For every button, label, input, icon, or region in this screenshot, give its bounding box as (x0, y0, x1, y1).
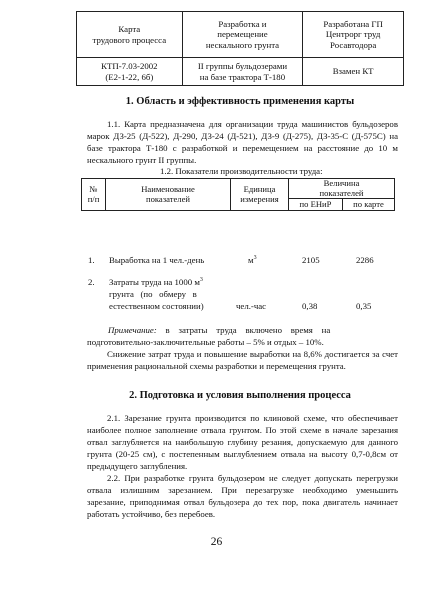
work-title-line: перемещение (217, 29, 268, 40)
paragraph-1-2: 1.2. Показатели производительности труда: (160, 166, 323, 176)
row-2-name (109, 276, 221, 312)
work-subtitle-line: на базе трактора Т-180 (199, 71, 286, 82)
developer-cell (303, 12, 404, 58)
card-code-cell (77, 58, 183, 86)
card-title-line: Карта (118, 24, 141, 34)
note-text-a: в затраты труда включено время на (165, 325, 331, 335)
replaces-text: Взамен КТ (332, 66, 374, 77)
col-unit-header (231, 179, 289, 211)
col-num-line: № (89, 184, 98, 194)
row-2-unit: чел.-час (236, 301, 267, 311)
row-2-name-line: грунта (по обмеру в (109, 289, 197, 299)
replaces-cell (303, 58, 404, 86)
note-line-2: подготовительно-заключительные работы – 5% и отдых – 10%. (87, 337, 324, 347)
work-title-cell (182, 12, 303, 58)
col-unit-line: Единица (243, 184, 276, 194)
work-title-line: нескального грунта (205, 39, 280, 50)
row-2-name-line (109, 276, 221, 288)
col-value-header (289, 179, 395, 199)
work-title-line: Разработка и (218, 18, 267, 29)
note-line-1 (108, 324, 398, 336)
card-code-line: КТП-7.03-2002 (101, 61, 158, 71)
col-value-line: показателей (319, 187, 364, 198)
col-card-header: по карте (343, 199, 395, 211)
row-2-enir: 0,38 (302, 301, 318, 311)
developer-line: Центрорг труд (325, 29, 381, 40)
col-name-line: показателей (145, 193, 190, 204)
row-2-name-line: естественном состоянии) (109, 301, 204, 311)
paragraph-1-1: 1.1. Карта предназначена для организации труда машинистов бульдозеров марок ДЗ-25 (Д-522), Д-290, ДЗ-24 (Д-521), ДЗ-9 (Д-275), ДЗ-35-С (Д-575С) на базе трактора Т-180 с разработкой и перемещением на расстояние до 10 м нескального грунт II группы. (87, 119, 398, 165)
row-2-num: 2. (88, 277, 95, 287)
row-1-unit (248, 254, 257, 266)
work-subtitle-cell (182, 58, 303, 86)
header-table (76, 11, 404, 86)
work-subtitle-line: II группы бульдозерами (197, 61, 288, 71)
paragraph-2-2: 2.2. При разработке грунта бульдозером не следует допускать перегрузки отвала излишним зарезанием. При перезагрузке необходимо уменьшить зарезание, приподнимая отвал бульдозера до тех пор, пока двигатель начинает работать устойчиво, без перебоев. (87, 473, 398, 519)
row-2-card: 0,35 (356, 301, 372, 311)
row-1-unit-sup: 3 (253, 255, 257, 262)
paragraph-2-1: 2.1. Зарезание грунта производится по клиновой схеме, что обеспечивает наиболее полное заполнение отвала грунтом. По этой схеме в начале зарезания отвал заглубляется на наибольшую глубину резания, допускаемую для данного грунта (20-25 см), с постепенным выглублением отвала на высоту 0,7-0,8см от предыдущего заглубления. (87, 413, 398, 471)
row-1-name: Выработка на 1 чел.-день (109, 255, 205, 265)
section-2-title: 2. Подготовка и условия выполнения процесса (129, 390, 351, 401)
col-num-line: п/п (87, 193, 100, 204)
note-label: Примечание: (108, 325, 157, 335)
row-1-card: 2286 (356, 255, 374, 265)
col-name-header (106, 179, 231, 211)
row-2-name-text: Затраты труда на 1000 м (109, 277, 200, 287)
indicators-table (81, 178, 395, 211)
row-2-name-sup: 3 (199, 277, 203, 284)
col-num-header (82, 179, 106, 211)
page-number: 26 (210, 536, 223, 548)
row-1-num: 1. (88, 255, 95, 265)
col-value-line: Величина (323, 178, 360, 188)
card-title-line: трудового процесса (92, 34, 167, 45)
col-unit-line: измерения (240, 193, 279, 204)
developer-line: Росавтодора (330, 39, 377, 50)
col-name-line: Наименование (141, 184, 195, 194)
developer-line: Разработана ГП (323, 18, 383, 29)
section-1-title: 1. Область и эффективность применения карты (125, 96, 355, 107)
note-paragraph: Снижение затрат труда и повышение выработки на 8,6% достигается за счет применения рациональной схемы разработки и перемещения грунта. (87, 349, 398, 371)
card-title-cell (77, 12, 183, 58)
row-1-unit-text: м (248, 255, 254, 265)
col-enir-header: по ЕНиР (289, 199, 343, 211)
card-code-line: (Е2-1-22, 6б) (105, 71, 154, 82)
row-1-enir: 2105 (302, 255, 320, 265)
